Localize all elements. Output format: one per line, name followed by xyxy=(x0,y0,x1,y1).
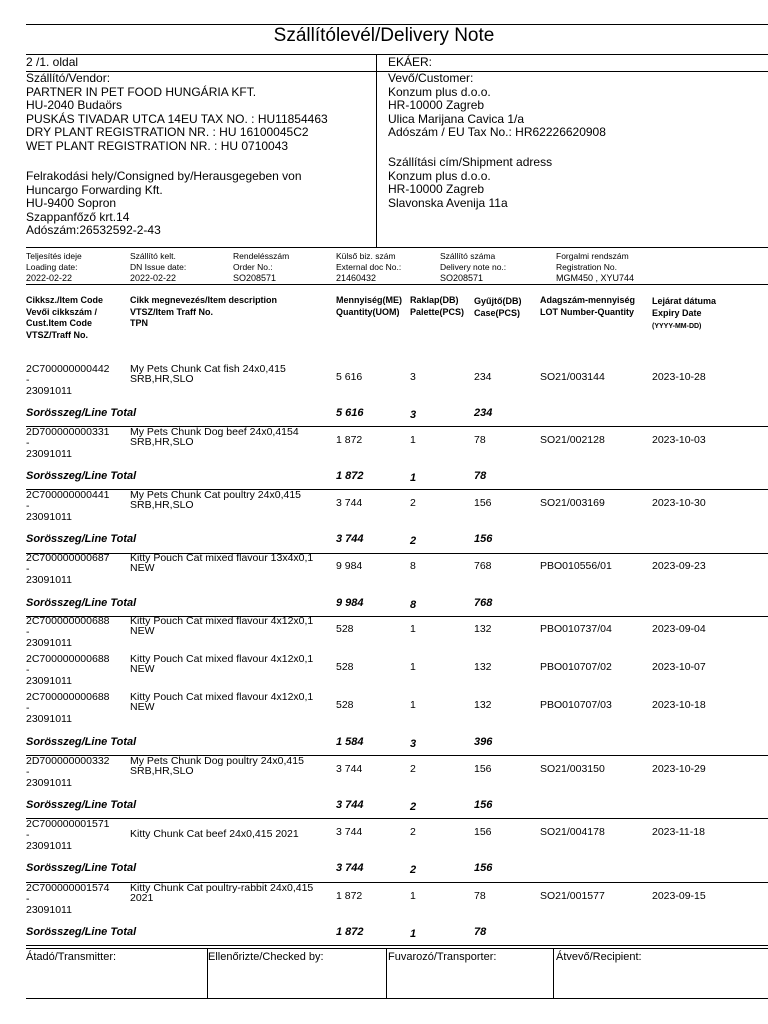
col-description: Cikk megnevezés/Item description VTSZ/Item Traff No. TPN xyxy=(130,295,278,328)
header-fields-rule xyxy=(26,284,768,285)
item-code: 2C700000001574 xyxy=(26,882,110,894)
customer-label: Vevő/Customer: xyxy=(388,71,474,85)
item-expiry: 2023-09-04 xyxy=(652,623,706,635)
item-description-line2: NEW xyxy=(130,701,155,713)
item-code-dash: - xyxy=(26,766,30,778)
item-description-line2: NEW xyxy=(130,663,155,675)
item-case: 768 xyxy=(474,560,492,572)
item-description: My Pets Chunk Dog poultry 24x0,415 xyxy=(130,755,304,767)
header-field-label-en: DN Issue date: xyxy=(130,262,187,272)
item-case: 132 xyxy=(474,661,492,673)
line-total-quantity: 1 872 xyxy=(336,926,364,938)
item-description: Kitty Pouch Cat mixed flavour 4x12x0,1 xyxy=(130,615,314,627)
header-field-label-en: Order No.: xyxy=(233,262,273,272)
col-lot: Adagszám-mennyiség LOT Number-Quantity xyxy=(540,295,636,317)
header-field-label-en: Loading date: xyxy=(26,262,78,272)
line-total-pallet: 2 xyxy=(410,801,417,813)
item-pallet: 2 xyxy=(410,497,416,509)
line-total-case: 234 xyxy=(474,407,493,419)
col-expiry-format: (YYYY-MM-DD) xyxy=(652,323,702,330)
header-field-value: 2022-02-22 xyxy=(26,273,73,283)
item-lot: PBO010737/04 xyxy=(540,623,612,635)
item-traff-no: 23091011 xyxy=(26,385,72,397)
item-case: 78 xyxy=(474,890,486,902)
line-total-label: Sorösszeg/Line Total xyxy=(26,736,137,748)
item-quantity: 1 872 xyxy=(336,434,363,446)
item-pallet: 3 xyxy=(410,371,416,383)
line-total-quantity: 3 744 xyxy=(336,533,364,545)
item-traff-no: 23091011 xyxy=(26,904,72,916)
vendor-label: Szállító/Vendor: xyxy=(26,71,111,85)
header-field xyxy=(440,251,506,283)
vendor-line: PUSKÁS TIVADAR UTCA 14EU TAX NO. : HU11854463 xyxy=(26,111,328,126)
header-field-value: 2022-02-22 xyxy=(130,273,177,283)
item-code-dash: - xyxy=(26,374,30,386)
item-pallet: 2 xyxy=(410,763,416,775)
footer-transmitter: Átadó/Transmitter: xyxy=(26,951,117,963)
vendor-line: HU-2040 Budaörs xyxy=(26,98,123,112)
footer-recipient: Átvevő/Recipient: xyxy=(556,951,642,963)
item-pallet: 1 xyxy=(410,623,416,635)
item-expiry: 2023-10-03 xyxy=(652,434,706,446)
item-pallet: 1 xyxy=(410,699,416,711)
item-description-line2: SRB,HR,SLO xyxy=(130,765,194,777)
consigner-line: Adószám:26532592-2-43 xyxy=(26,223,161,237)
item-code-dash: - xyxy=(26,664,30,676)
item-traff-no: 23091011 xyxy=(26,448,72,460)
line-total-label: Sorösszeg/Line Total xyxy=(26,470,137,482)
consigner-label: Felrakodási hely/Consigned by/Herausgegeben von xyxy=(26,169,302,183)
item-case: 156 xyxy=(474,826,492,838)
header-field xyxy=(556,251,634,283)
item-pallet: 1 xyxy=(410,434,416,446)
line-total-label: Sorösszeg/Line Total xyxy=(26,799,137,811)
line-total-rule xyxy=(26,818,768,819)
item-quantity: 3 744 xyxy=(336,497,363,509)
item-quantity: 1 872 xyxy=(336,890,363,902)
footer-checked-by: Ellenőrizte/Checked by: xyxy=(208,951,324,963)
line-total-quantity: 1 872 xyxy=(336,470,364,482)
line-total-pallet: 3 xyxy=(410,409,417,421)
consigner-line: Szappanfőző krt.14 xyxy=(26,209,130,224)
item-code-dash: - xyxy=(26,437,30,449)
line-total-case: 156 xyxy=(474,533,493,545)
item-pallet: 1 xyxy=(410,890,416,902)
shipment-line: HR-10000 Zagreb xyxy=(388,182,485,196)
item-expiry: 2023-10-18 xyxy=(652,699,706,711)
item-code: 2C700000001571 xyxy=(26,818,110,830)
header-field-label: Forgalmi rendszám xyxy=(556,251,629,261)
col-case: Gyűjtő(DB) Case(PCS) xyxy=(474,296,522,318)
line-total-quantity: 1 584 xyxy=(336,736,364,748)
item-traff-no: 23091011 xyxy=(26,840,72,852)
line-total-case: 396 xyxy=(474,736,493,748)
header-field-label: Külső biz. szám xyxy=(336,251,396,261)
line-total-case: 156 xyxy=(474,862,493,874)
header-field xyxy=(336,251,401,283)
item-traff-no: 23091011 xyxy=(26,574,72,586)
line-total-quantity: 9 984 xyxy=(336,597,364,609)
line-total-pallet: 1 xyxy=(410,472,417,484)
info-divider xyxy=(376,54,377,247)
item-code-dash: - xyxy=(26,500,30,512)
item-lot: SO21/003150 xyxy=(540,763,605,775)
info-bottom-rule xyxy=(26,247,768,248)
line-total-case: 78 xyxy=(474,470,487,482)
col-expiry: Lejárat dátuma Expiry Date (YYYY-MM-DD) xyxy=(652,296,716,333)
footer-bottom-rule xyxy=(26,998,768,999)
header-field-label: Teljesítés ideje xyxy=(26,251,82,261)
footer-transporter: Fuvarozó/Transporter: xyxy=(388,951,497,963)
item-code: 2C700000000688 xyxy=(26,653,110,665)
customer-line: Adószám / EU Tax No.: HR62226620908 xyxy=(388,125,606,139)
item-quantity: 528 xyxy=(336,623,354,635)
page-number: 2 /1. oldal xyxy=(26,55,79,69)
consigner-block xyxy=(26,170,302,238)
header-field-label-en: Delivery note no.: xyxy=(440,262,507,272)
item-quantity: 528 xyxy=(336,661,354,673)
header-field-label: Rendelésszám xyxy=(233,251,290,261)
item-pallet: 1 xyxy=(410,661,416,673)
header-field xyxy=(130,251,186,283)
line-total-pallet: 2 xyxy=(410,864,417,876)
item-case: 234 xyxy=(474,371,492,383)
item-code: 2C700000000688 xyxy=(26,615,110,627)
item-quantity: 5 616 xyxy=(336,371,363,383)
item-code: 2C700000000442 xyxy=(26,363,110,375)
item-quantity: 528 xyxy=(336,699,354,711)
item-quantity: 3 744 xyxy=(336,826,363,838)
item-description-line2: NEW xyxy=(130,562,155,574)
footer-divider xyxy=(553,948,554,998)
header-field xyxy=(233,251,289,283)
line-total-pallet: 2 xyxy=(410,535,417,547)
item-expiry: 2023-11-18 xyxy=(652,826,705,838)
item-lot: SO21/003144 xyxy=(540,371,605,383)
page-title: Szállítólevél/Delivery Note xyxy=(273,25,495,46)
item-traff-no: 23091011 xyxy=(26,777,72,789)
item-description-line2: 2021 xyxy=(130,892,154,904)
item-code: 2C700000000687 xyxy=(26,552,110,564)
item-description: Kitty Pouch Cat mixed flavour 4x12x0,1 xyxy=(130,691,314,703)
vendor-line: DRY PLANT REGISTRATION NR. : HU 16100045C2 xyxy=(26,125,309,139)
item-case: 156 xyxy=(474,763,492,775)
shipment-line: Konzum plus d.o.o. xyxy=(388,168,491,183)
item-description-line2: SRB,HR,SLO xyxy=(130,499,194,511)
header-field-label-en: Registration No. xyxy=(556,262,617,272)
line-total-label: Sorösszeg/Line Total xyxy=(26,597,137,609)
col-quantity: Mennyiség(ME) Quantity(UOM) xyxy=(336,295,403,317)
line-total-quantity: 5 616 xyxy=(336,407,364,419)
line-total-label: Sorösszeg/Line Total xyxy=(26,862,137,874)
header-field-label: Szállító kelt. xyxy=(130,251,176,261)
header-field-value: 21460432 xyxy=(336,273,377,283)
vendor-line: PARTNER IN PET FOOD HUNGÁRIA KFT. xyxy=(26,84,257,99)
item-quantity: 9 984 xyxy=(336,560,363,572)
line-total-quantity: 3 744 xyxy=(336,862,364,874)
item-code: 2C700000000688 xyxy=(26,691,110,703)
shipment-block xyxy=(388,156,552,210)
item-code-dash: - xyxy=(26,829,30,841)
line-total-pallet: 1 xyxy=(410,928,417,940)
line-total-label: Sorösszeg/Line Total xyxy=(26,407,137,419)
item-expiry: 2023-10-30 xyxy=(652,497,706,509)
header-field-value: SO208571 xyxy=(440,273,484,283)
item-code-dash: - xyxy=(26,563,30,575)
item-pallet: 8 xyxy=(410,560,416,572)
customer-line: Ulica Marijana Cavica 1/a xyxy=(388,111,525,126)
item-lot: SO21/003169 xyxy=(540,497,605,509)
item-lot: PBO010707/03 xyxy=(540,699,612,711)
item-description: My Pets Chunk Cat fish 24x0,415 xyxy=(130,363,286,375)
item-code-dash: - xyxy=(26,893,30,905)
ekaer-label: EKÁER: xyxy=(388,55,433,69)
item-case: 78 xyxy=(474,434,486,446)
item-description-line2: SRB,HR,SLO xyxy=(130,436,194,448)
item-description: My Pets Chunk Cat poultry 24x0,415 xyxy=(130,489,302,501)
item-expiry: 2023-09-15 xyxy=(652,890,706,902)
item-lot: SO21/004178 xyxy=(540,826,605,838)
footer-top-rule xyxy=(26,948,768,949)
item-code-dash: - xyxy=(26,626,30,638)
item-lot: SO21/002128 xyxy=(540,434,605,446)
item-code: 2C700000000441 xyxy=(26,489,110,501)
item-code: 2D700000000331 xyxy=(26,426,110,438)
footer-divider xyxy=(386,948,387,998)
item-code: 2D700000000332 xyxy=(26,755,110,767)
line-total-case: 156 xyxy=(474,799,493,811)
item-case: 132 xyxy=(474,699,492,711)
line-total-label: Sorösszeg/Line Total xyxy=(26,533,137,545)
item-expiry: 2023-09-23 xyxy=(652,560,706,572)
item-lot: PBO010556/01 xyxy=(540,560,612,572)
item-expiry: 2023-10-07 xyxy=(652,661,706,673)
item-traff-no: 23091011 xyxy=(26,713,72,725)
item-code-dash: - xyxy=(26,702,30,714)
header-field xyxy=(26,251,82,283)
header-field-value: MGM450 , XYU744 xyxy=(556,273,635,283)
item-description-line2: SRB,HR,SLO xyxy=(130,373,194,385)
vendor-block xyxy=(26,72,328,153)
col-pallet: Raklap(DB) Palette(PCS) xyxy=(410,295,465,317)
item-expiry: 2023-10-28 xyxy=(652,371,706,383)
line-total-case: 78 xyxy=(474,926,487,938)
item-description: Kitty Chunk Cat poultry-rabbit 24x0,415 xyxy=(130,882,314,894)
shipment-label: Szállítási cím/Shipment adress xyxy=(388,155,553,169)
col-item-code: Cikksz./Item Code Vevői cikkszám / Cust.Item Code VTSZ/Traff No. xyxy=(26,295,104,340)
item-description: My Pets Chunk Dog beef 24x0,4154 xyxy=(130,426,299,438)
item-case: 132 xyxy=(474,623,492,635)
consigner-line: Huncargo Forwarding Kft. xyxy=(26,182,163,197)
customer-block xyxy=(388,72,606,140)
item-traff-no: 23091011 xyxy=(26,637,72,649)
header-field-label: Szállító száma xyxy=(440,251,496,261)
header-field-label-en: External doc No.: xyxy=(336,262,402,272)
item-description-line2: NEW xyxy=(130,625,155,637)
item-expiry: 2023-10-29 xyxy=(652,763,706,775)
item-lot: PBO010707/02 xyxy=(540,661,612,673)
item-description: Kitty Pouch Cat mixed flavour 4x12x0,1 xyxy=(130,653,314,665)
item-traff-no: 23091011 xyxy=(26,675,72,687)
item-traff-no: 23091011 xyxy=(26,511,72,523)
line-total-label: Sorösszeg/Line Total xyxy=(26,926,137,938)
line-total-pallet: 3 xyxy=(410,738,417,750)
item-description: Kitty Pouch Cat mixed flavour 13x4x0,1 xyxy=(130,552,314,564)
item-pallet: 2 xyxy=(410,826,416,838)
consigner-line: HU-9400 Sopron xyxy=(26,196,117,210)
customer-line: HR-10000 Zagreb xyxy=(388,98,485,112)
item-case: 156 xyxy=(474,497,492,509)
line-total-quantity: 3 744 xyxy=(336,799,364,811)
item-quantity: 3 744 xyxy=(336,763,363,775)
item-lot: SO21/001577 xyxy=(540,890,605,902)
header-field-value: SO208571 xyxy=(233,273,277,283)
item-description-line2: Kitty Chunk Cat beef 24x0,415 2021 xyxy=(130,828,299,840)
line-total-pallet: 8 xyxy=(410,599,417,611)
line-total-rule xyxy=(26,945,768,946)
line-total-case: 768 xyxy=(474,597,493,609)
vendor-line: WET PLANT REGISTRATION NR. : HU 0710043 xyxy=(26,138,289,153)
shipment-line: Slavonska Avenija 11a xyxy=(388,195,508,210)
customer-line: Konzum plus d.o.o. xyxy=(388,84,491,99)
